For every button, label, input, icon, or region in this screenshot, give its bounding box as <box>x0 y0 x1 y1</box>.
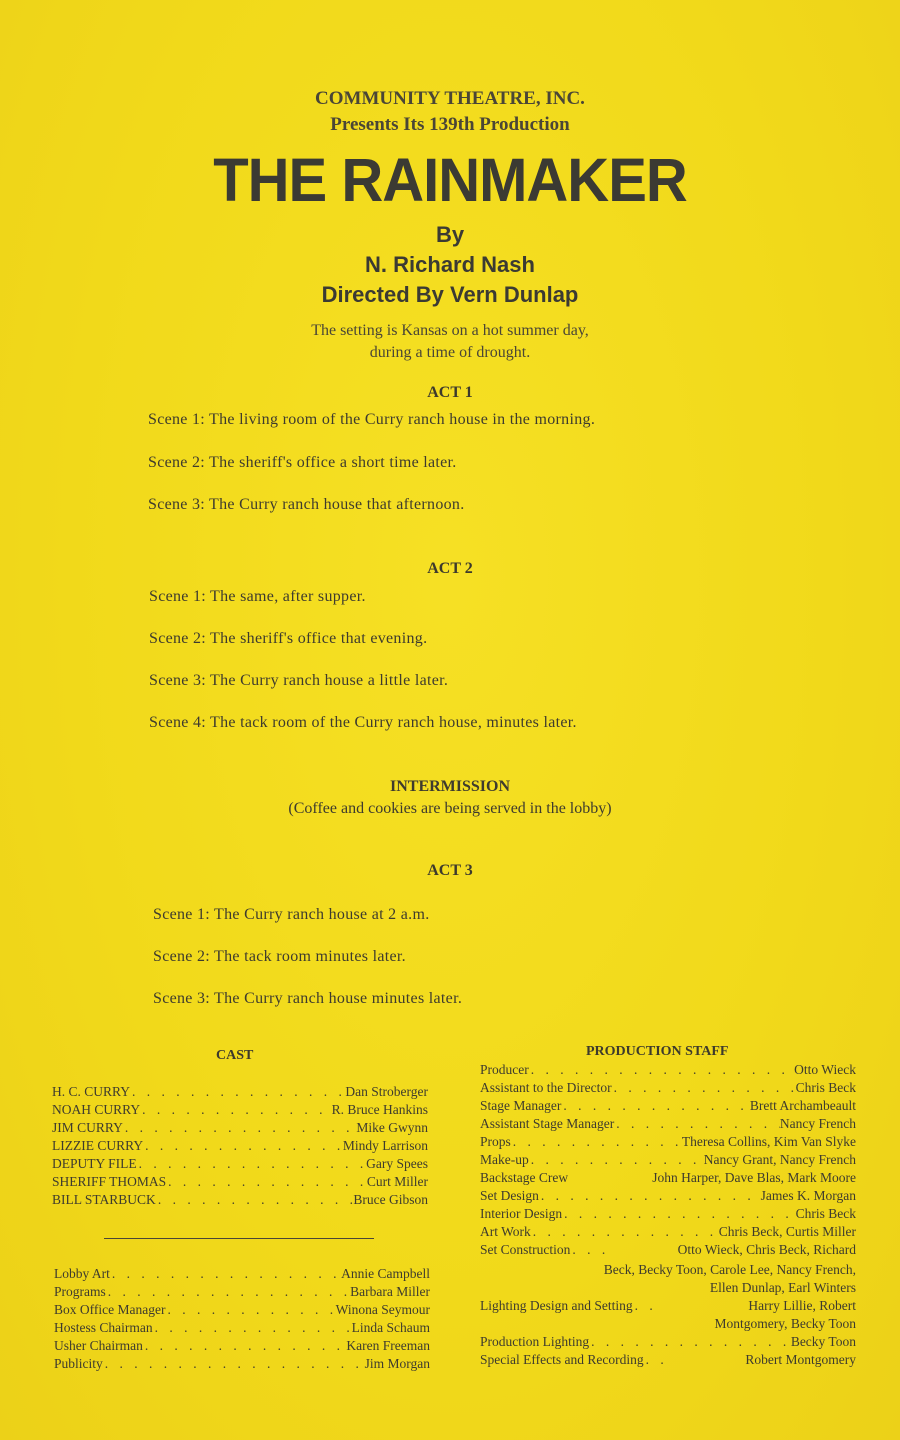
cast-item <box>52 1192 428 1208</box>
author-name: N. Richard Nash <box>365 252 535 277</box>
leader-dots <box>531 1224 719 1240</box>
house-role: Programs <box>54 1284 106 1299</box>
staff-person: Otto Wieck <box>794 1062 856 1077</box>
leader-dots <box>589 1334 791 1350</box>
staff-role: Set Design <box>480 1188 539 1203</box>
staff-item <box>480 1134 856 1150</box>
cast-item <box>52 1120 428 1136</box>
act-2-scene-1: Scene 1: The same, after supper. <box>149 588 366 605</box>
staff-item <box>480 1242 856 1258</box>
setting-line-1: The setting is Kansas on a hot summer day, <box>311 322 589 339</box>
house-item <box>54 1356 430 1372</box>
by-label: By <box>435 222 465 247</box>
staff-role: Assistant to the Director <box>480 1080 612 1095</box>
staff-person: Nancy Grant, Nancy French <box>703 1152 856 1167</box>
house-person: Linda Schaum <box>351 1320 430 1335</box>
intermission-note: (Coffee and cookies are being served in the lobby) <box>288 800 612 817</box>
act-3-scene-1: Scene 1: The Curry ranch house at 2 a.m. <box>153 906 430 923</box>
staff-role: Assistant Stage Manager <box>480 1116 615 1131</box>
cast-item <box>52 1156 428 1172</box>
staff-item <box>480 1098 856 1114</box>
house-role: Publicity <box>54 1356 103 1371</box>
cast-actor: Bruce Gibson <box>353 1192 428 1207</box>
leader-dots <box>153 1320 352 1336</box>
divider-rule <box>104 1238 374 1239</box>
house-role: Hostess Chairman <box>54 1320 153 1335</box>
leader-dots <box>614 1116 780 1132</box>
staff-person: Harry Lillie, Robert <box>748 1298 856 1313</box>
staff-role: Stage Manager <box>480 1098 562 1113</box>
house-item <box>54 1284 430 1300</box>
cast-actor: Curt Miller <box>366 1174 428 1189</box>
act-3-heading: ACT 3 <box>427 862 473 879</box>
act-2-scene-4: Scene 4: The tack room of the Curry ranch house, minutes later. <box>149 714 577 731</box>
act-2-scene-2: Scene 2: The sheriff's office that evening. <box>149 630 428 647</box>
staff-person: Brett Archambeault <box>749 1098 856 1113</box>
staff-role: Production Lighting <box>480 1334 590 1349</box>
staff-item <box>480 1170 856 1186</box>
cast-role: SHERIFF THOMAS <box>52 1174 167 1189</box>
cast-actor: Mike Gwynn <box>356 1120 428 1135</box>
staff-role: Backstage Crew <box>480 1170 569 1185</box>
leader-dots <box>570 1242 608 1258</box>
staff-item <box>480 1334 856 1350</box>
leader-dots <box>633 1298 665 1314</box>
house-person: Annie Campbell <box>341 1266 430 1281</box>
staff-item <box>480 1080 856 1096</box>
leader-dots <box>561 1098 750 1114</box>
cast-actor: R. Bruce Hankins <box>331 1102 428 1117</box>
house-person: Karen Freeman <box>346 1338 430 1353</box>
act-1-heading: ACT 1 <box>427 384 473 401</box>
leader-dots <box>612 1080 796 1096</box>
house-person: Jim Morgan <box>364 1356 430 1371</box>
play-title: THE RAINMAKER <box>213 146 687 215</box>
intermission-heading: INTERMISSION <box>389 778 511 795</box>
cast-item <box>52 1102 428 1118</box>
cast-item <box>52 1084 428 1100</box>
staff-item <box>480 1116 856 1132</box>
presents-line: Presents Its 139th Production <box>330 114 570 135</box>
credits-block <box>0 220 900 310</box>
cast-role: BILL STARBUCK <box>52 1192 156 1207</box>
staff-person: John Harper, Dave Blas, Mark Moore <box>652 1170 856 1185</box>
staff-person: Nancy French <box>779 1116 856 1131</box>
cast-role: JIM CURRY <box>52 1120 123 1135</box>
staff-person: James K. Morgan <box>760 1188 856 1203</box>
leader-dots <box>137 1156 367 1172</box>
leader-dots <box>166 1174 367 1190</box>
staff-person: Chris Beck <box>795 1080 856 1095</box>
staff-person: Robert Montgomery <box>745 1352 856 1367</box>
act-1-scene-1: Scene 1: The living room of the Curry ranch house in the morning. <box>148 411 596 428</box>
staff-item <box>480 1062 856 1078</box>
house-item <box>54 1338 430 1354</box>
intermission-block <box>0 776 900 820</box>
staff-person: Chris Beck <box>795 1206 856 1221</box>
house-person: Barbara Miller <box>350 1284 430 1299</box>
leader-dots <box>562 1206 796 1222</box>
leader-dots <box>511 1134 682 1150</box>
house-person: Winona Seymour <box>335 1302 430 1317</box>
staff-person: Becky Toon <box>790 1334 856 1349</box>
cast-item <box>52 1174 428 1190</box>
staff-role: Props <box>480 1134 511 1149</box>
setting-line-2: during a time of drought. <box>369 344 531 361</box>
staff-continuation: Ellen Dunlap, Earl Winters <box>709 1280 856 1295</box>
leader-dots <box>529 1062 794 1078</box>
staff-role: Make-up <box>480 1152 529 1167</box>
staff-role: Special Effects and Recording <box>480 1352 644 1367</box>
staff-role: Interior Design <box>480 1206 563 1221</box>
cast-actor: Dan Stroberger <box>345 1084 428 1099</box>
cast-item <box>52 1138 428 1154</box>
staff-item <box>480 1352 856 1368</box>
staff-role: Art Work <box>480 1224 531 1239</box>
act-1-scene-3: Scene 3: The Curry ranch house that afternoon. <box>148 496 465 513</box>
act-2-scene-3: Scene 3: The Curry ranch house a little later. <box>149 672 449 689</box>
leader-dots <box>143 1338 347 1354</box>
house-role: Usher Chairman <box>54 1338 143 1353</box>
cast-actor: Gary Spees <box>366 1156 428 1171</box>
staff-item <box>480 1298 856 1314</box>
act-2-heading: ACT 2 <box>427 560 473 577</box>
act-3-scene-3: Scene 3: The Curry ranch house minutes later. <box>153 990 463 1007</box>
staff-person: Theresa Collins, Kim Van Slyke <box>681 1134 856 1149</box>
staff-role: Lighting Design and Setting <box>480 1298 633 1313</box>
staff-continuation: Beck, Becky Toon, Carole Lee, Nancy French, <box>603 1262 856 1277</box>
house-item <box>54 1266 430 1282</box>
leader-dots <box>165 1302 335 1318</box>
leader-dots <box>140 1102 332 1118</box>
leader-dots <box>156 1192 354 1208</box>
leader-dots <box>539 1188 761 1204</box>
staff-item <box>480 1152 856 1168</box>
staff-item <box>480 1206 856 1222</box>
cast-role: LIZZIE CURRY <box>52 1138 144 1153</box>
staff-role: Producer <box>480 1062 529 1077</box>
leader-dots <box>123 1120 356 1136</box>
cast-role: H. C. CURRY <box>52 1084 131 1099</box>
leader-dots <box>644 1352 676 1368</box>
act-3-scene-2: Scene 2: The tack room minutes later. <box>153 948 406 965</box>
production-staff-heading: PRODUCTION STAFF <box>586 1044 729 1059</box>
setting-description <box>0 320 900 364</box>
staff-role: Set Construction <box>480 1242 571 1257</box>
house-item <box>54 1302 430 1318</box>
staff-item <box>480 1188 856 1204</box>
staff-person: Chris Beck, Curtis Miller <box>718 1224 856 1239</box>
header-block <box>0 86 900 138</box>
cast-role: DEPUTY FILE <box>52 1156 137 1171</box>
cast-actor: Mindy Larrison <box>342 1138 428 1153</box>
cast-heading: CAST <box>216 1048 254 1063</box>
director-line: Directed By Vern Dunlap <box>321 282 579 307</box>
leader-dots <box>529 1152 704 1168</box>
house-role: Box Office Manager <box>54 1302 166 1317</box>
act-1-scene-2: Scene 2: The sheriff's office a short time later. <box>148 454 457 471</box>
staff-item <box>480 1224 856 1240</box>
leader-dots <box>143 1138 343 1154</box>
leader-dots <box>110 1266 341 1282</box>
staff-continuation: Montgomery, Becky Toon <box>714 1316 856 1331</box>
company-name: COMMUNITY THEATRE, INC. <box>315 88 585 109</box>
leader-dots <box>103 1356 365 1372</box>
house-item <box>54 1320 430 1336</box>
cast-role: NOAH CURRY <box>52 1102 141 1117</box>
leader-dots <box>106 1284 350 1300</box>
staff-person: Otto Wieck, Chris Beck, Richard <box>677 1242 856 1257</box>
house-role: Lobby Art <box>54 1266 110 1281</box>
leader-dots <box>130 1084 345 1100</box>
